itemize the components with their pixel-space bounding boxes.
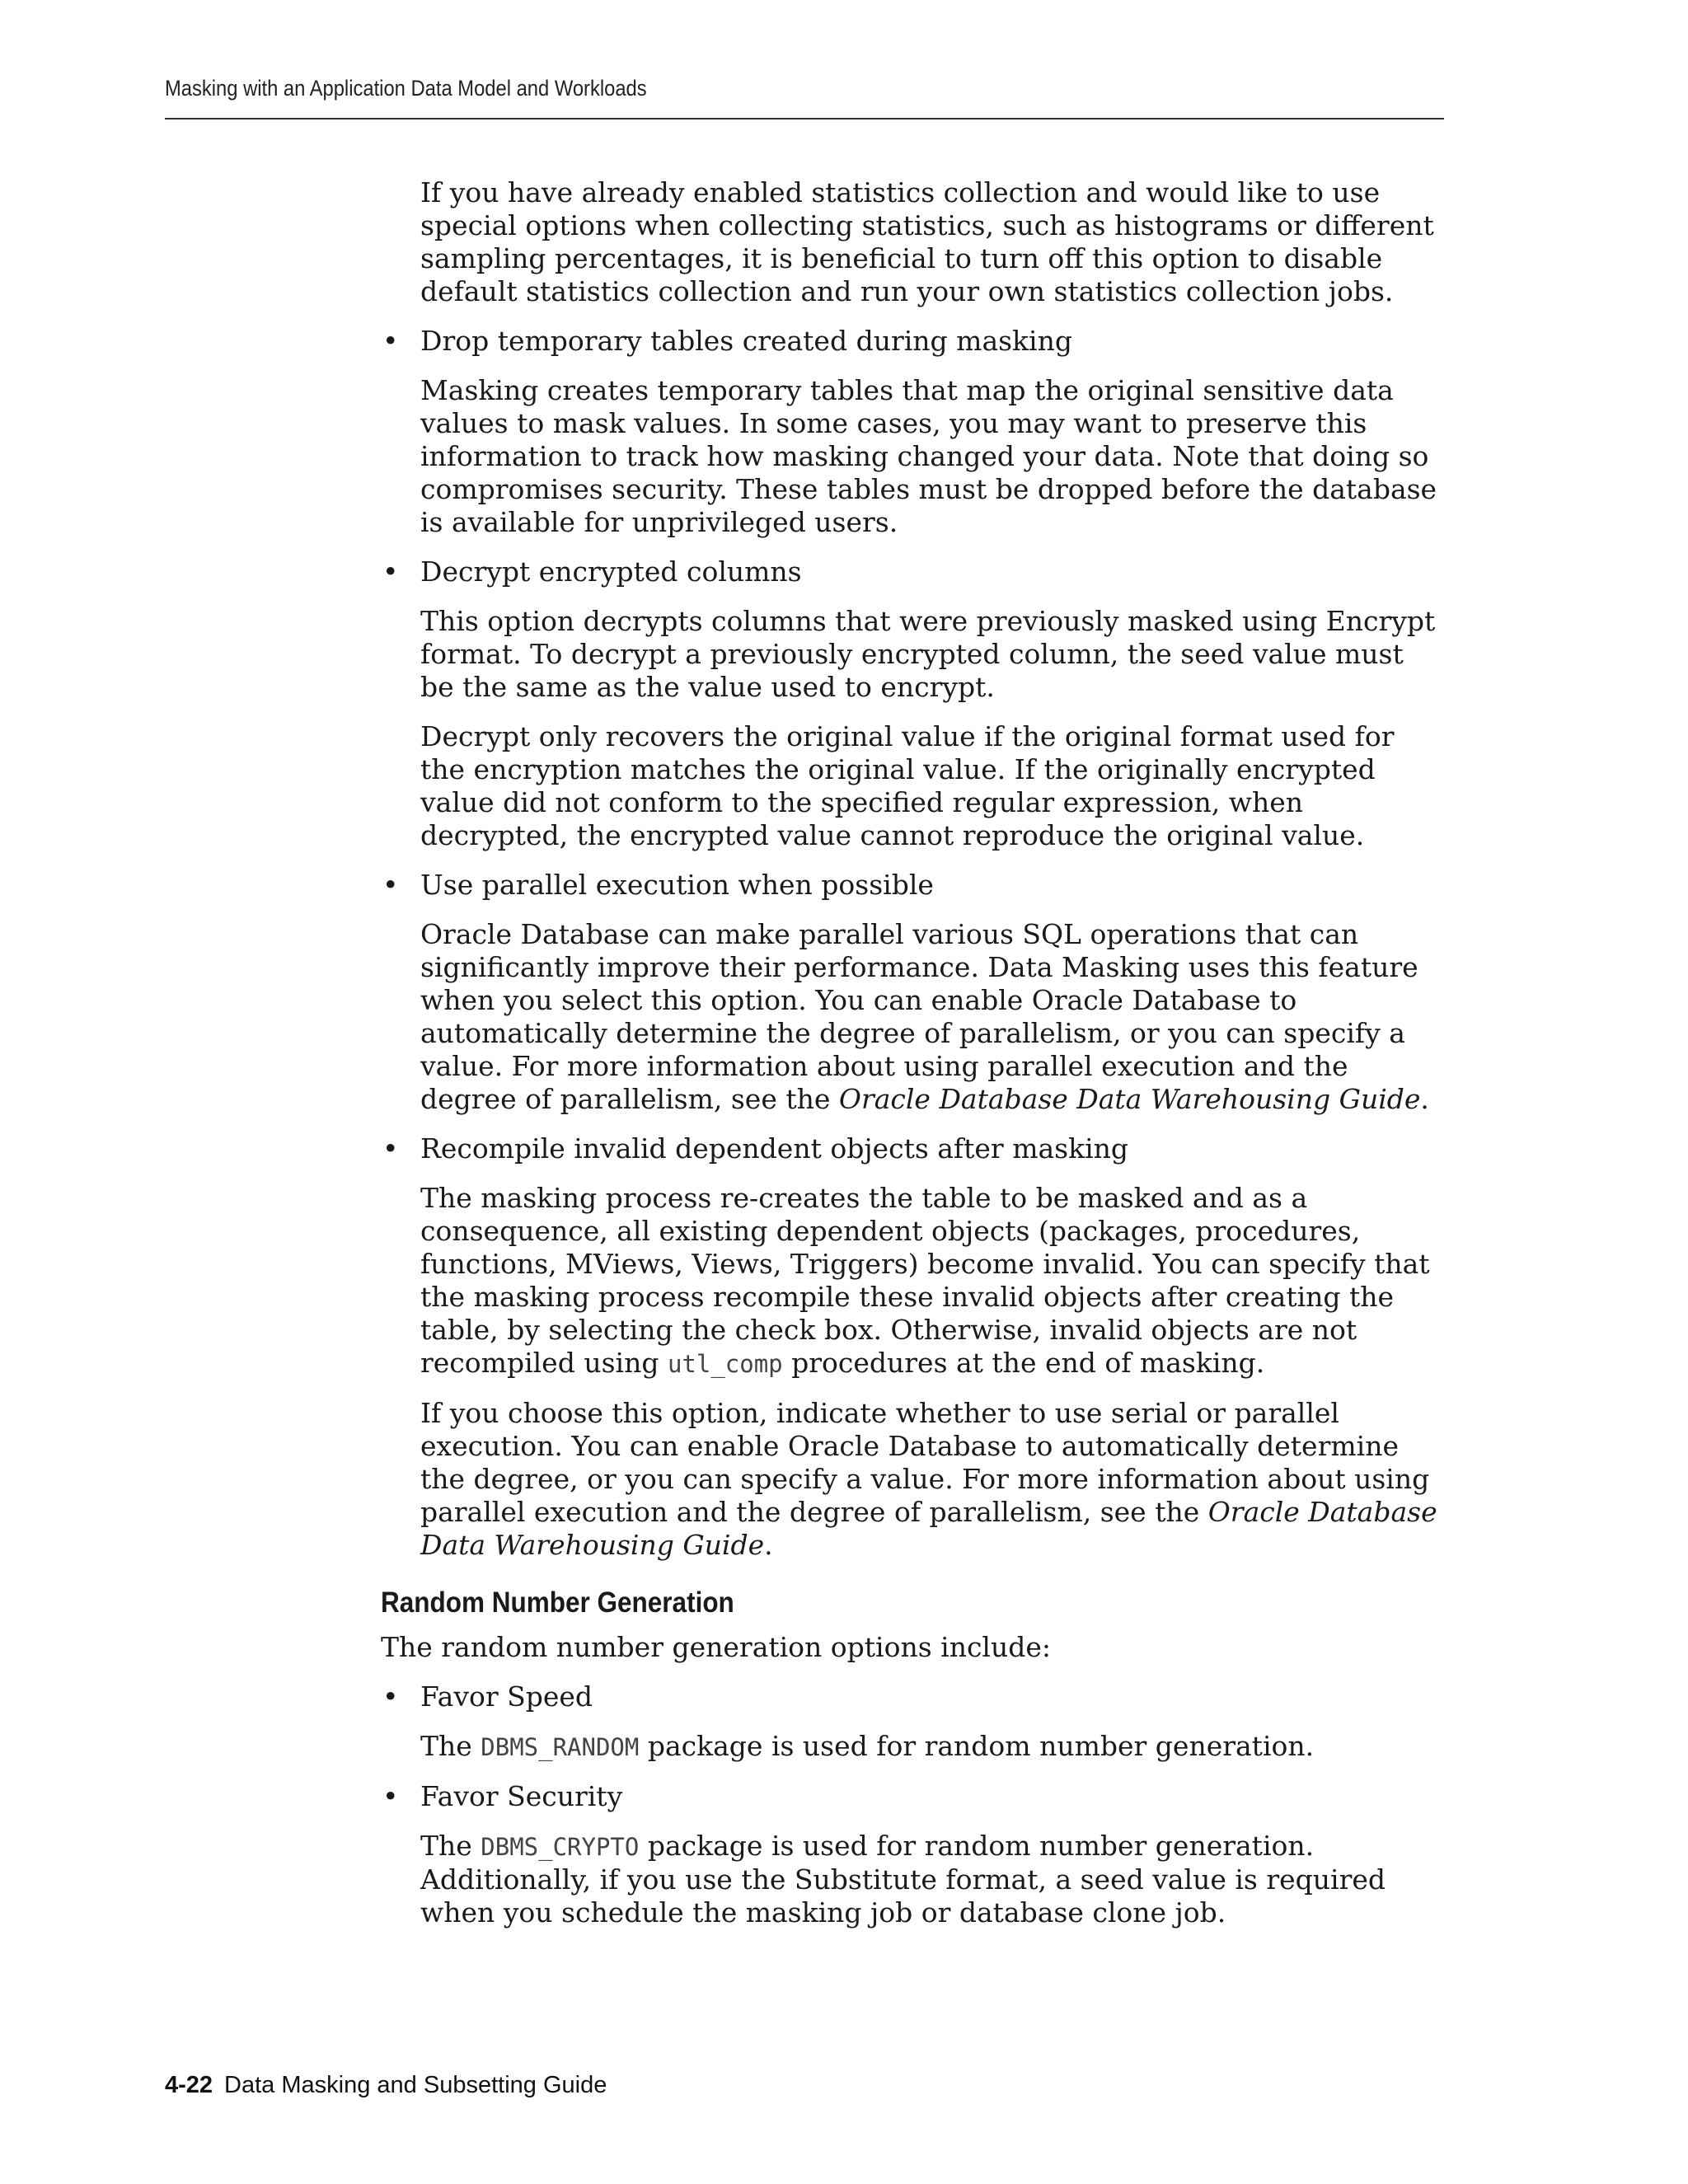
running-header-title: Masking with an Application Data Model and Workloads (165, 76, 647, 101)
code-dbms-crypto: DBMS_CRYPTO (481, 1833, 640, 1861)
text-run: The (420, 1730, 481, 1762)
bullet-icon: • (382, 1132, 399, 1165)
option-description: Masking creates temporary tables that map the original sensitive data values to mask values. In some cases, you may want to preserve this information to track how masking changed your data. Note that doing so compromises security. These tables must be dropped before the database is available for unprivileged users. (420, 374, 1437, 538)
list-item-drop-temp-tables (381, 325, 1444, 358)
book-title: Data Masking and Subsetting Guide (224, 2072, 607, 2098)
intro-paragraph: If you have already enabled statistics collection and would like to use special options when collecting statistics, such as histograms or different sampling percentages, it is beneficial to turn off this option to disable default statistics collection and run your own statistics collection jobs. (420, 176, 1434, 307)
text-run: package is used for random number generation. (639, 1730, 1315, 1762)
option-description (381, 1730, 1444, 1764)
list-item-decrypt-columns (381, 555, 1444, 588)
page-footer (165, 2072, 607, 2099)
list-item-label: Recompile invalid dependent objects after masking (420, 1132, 1129, 1165)
option-description (381, 1182, 1444, 1380)
doc-reference-link: Oracle Database Data Warehousing Guide (838, 1083, 1421, 1115)
bullet-icon: • (382, 869, 399, 901)
bullet-icon: • (382, 1680, 399, 1713)
doc-reference-link: Oracle Database Data Warehousing Guide (420, 1496, 1437, 1561)
bullet-icon: • (382, 555, 399, 588)
option-description (381, 1830, 1444, 1929)
option-description: Decrypt only recovers the original value if the original format used for the encryption matches the original value. If the originally encrypted value did not conform to the specified regular expression, when decrypted, the encrypted value cannot reproduce the original value. (420, 720, 1395, 851)
header-rule (165, 118, 1444, 120)
list-item-label: Drop temporary tables created during masking (420, 325, 1072, 357)
list-item-parallel-execution (381, 869, 1444, 902)
section-intro: The random number generation options include: (381, 1631, 1052, 1663)
list-item-label: Use parallel execution when possible (420, 869, 934, 901)
page-content (381, 176, 1444, 1946)
text-run: package is used for random number generation. Additionally, if you use the Substitute format, a seed value is required when you schedule the masking job or database clone job. (420, 1830, 1386, 1929)
text-run: Oracle Database can make parallel various SQL operations that can significantly improve their performance. Data Masking uses this feature when you select this option. You can enable Oracle Database to automatically determine the degree of parallelism, or you can specify a value. For more information about using parallel execution and the degree of parallelism, see the (420, 918, 1418, 1115)
text-run: The (420, 1830, 481, 1862)
text-run: If you choose this option, indicate whether to use serial or parallel execution. You can enable Oracle Database to automatically determine the degree, or you can specify a value. For more information about using parallel execution and the degree of parallelism, see the (420, 1397, 1430, 1528)
list-item-label: Favor Speed (420, 1680, 593, 1713)
bullet-icon: • (382, 1780, 399, 1812)
running-header (165, 76, 1444, 120)
section-heading-random-number-generation: Random Number Generation (381, 1586, 734, 1619)
code-dbms-random: DBMS_RANDOM (481, 1733, 640, 1761)
text-run: The masking process re-creates the table to be masked and as a consequence, all existing dependent objects (packages, procedures, functions, MViews, Views, Triggers) become invalid. You can specify that the masking process recompile these invalid objects after creating the table, by selecting the check box. Otherwise, invalid objects are not recompiled using (420, 1182, 1430, 1379)
bullet-icon: • (382, 325, 399, 357)
option-description: This option decrypts columns that were previously masked using Encrypt format. To decrypt a previously encrypted column, the seed value must be the same as the value used to encrypt. (420, 605, 1436, 703)
code-utl-comp: utl_comp (667, 1350, 783, 1378)
list-item-favor-security (381, 1780, 1444, 1813)
list-item-recompile-objects (381, 1132, 1444, 1165)
option-description (381, 1397, 1444, 1562)
text-run: procedures at the end of masking. (782, 1347, 1265, 1379)
list-item-favor-speed (381, 1680, 1444, 1713)
text-run: . (1420, 1083, 1429, 1115)
page-number: 4-22 (165, 2072, 213, 2098)
list-item-label: Decrypt encrypted columns (420, 555, 802, 588)
text-run: . (764, 1529, 773, 1561)
list-item-label: Favor Security (420, 1780, 623, 1812)
option-description (381, 918, 1444, 1116)
